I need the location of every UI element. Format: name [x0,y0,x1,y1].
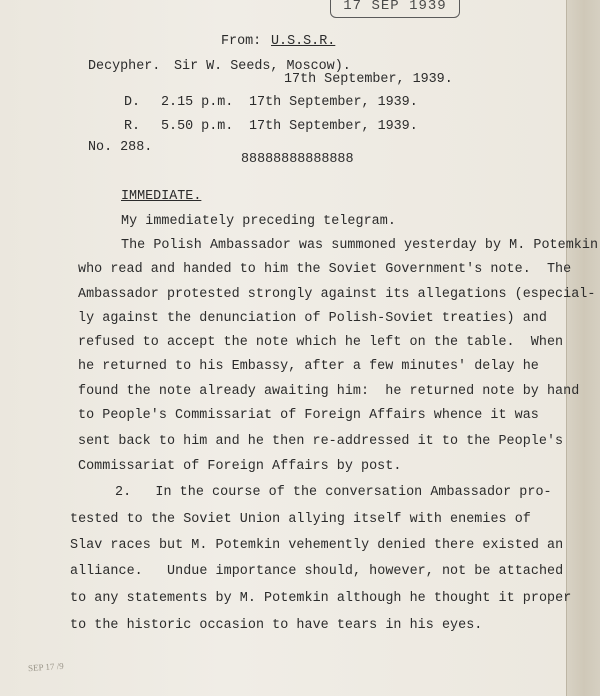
body-line: ly against the denunciation of Polish-Soviet treaties) and [78,311,547,326]
body-line: to the historic occasion to have tears in his eyes. [70,618,483,633]
body-line: Slav races but M. Potemkin vehemently denied there existed an [70,538,564,553]
telegram-date: 17th September, 1939. [284,72,453,87]
despatched-date: 17th September, 1939. [249,95,418,110]
body-line: My immediately preceding telegram. [121,214,396,229]
body-line: to People's Commissariat of Foreign Affairs whence it was [78,408,539,423]
separator-line: 88888888888888 [241,152,354,167]
sender: Sir W. Seeds, Moscow). [174,59,351,74]
received-label: R. [124,119,141,134]
telegram-number: No. 288. [88,140,153,155]
body-line: he returned to his Embassy, after a few minutes' delay he [78,359,539,374]
from-label: From: [221,34,262,49]
decypher-label: Decypher. [88,59,161,74]
received-time: 5.50 p.m. [161,119,234,134]
body-line: found the note already awaiting him: he returned note by hand [78,384,580,399]
margin-pencil-note: SEP 17 /9 [27,660,64,674]
body-line: 2. In the course of the conversation Ambassador pro- [115,485,552,500]
from-value: U.S.S.R. [271,34,336,49]
body-line: refused to accept the note which he left on the table. When [78,335,564,350]
received-date: 17th September, 1939. [249,119,418,134]
body-line: who read and handed to him the Soviet Government's note. The [78,262,572,277]
body-line: to any statements by M. Potemkin although he thought it proper [70,591,572,606]
body-line: sent back to him and he then re-addressed it to the People's [78,434,564,449]
date-stamp: 17 SEP 1939 [330,0,460,18]
immediate-heading: IMMEDIATE. [121,189,202,204]
body-line: Commissariat of Foreign Affairs by post. [78,459,402,474]
body-line: Ambassador protested strongly against its allegations (especial- [78,287,596,302]
body-line: alliance. Undue importance should, however, not be attached [70,564,564,579]
body-line: The Polish Ambassador was summoned yesterday by M. Potemkin [121,238,599,253]
body-line: tested to the Soviet Union allying itself with enemies of [70,512,531,527]
despatched-time: 2.15 p.m. [161,95,234,110]
despatched-label: D. [124,95,141,110]
